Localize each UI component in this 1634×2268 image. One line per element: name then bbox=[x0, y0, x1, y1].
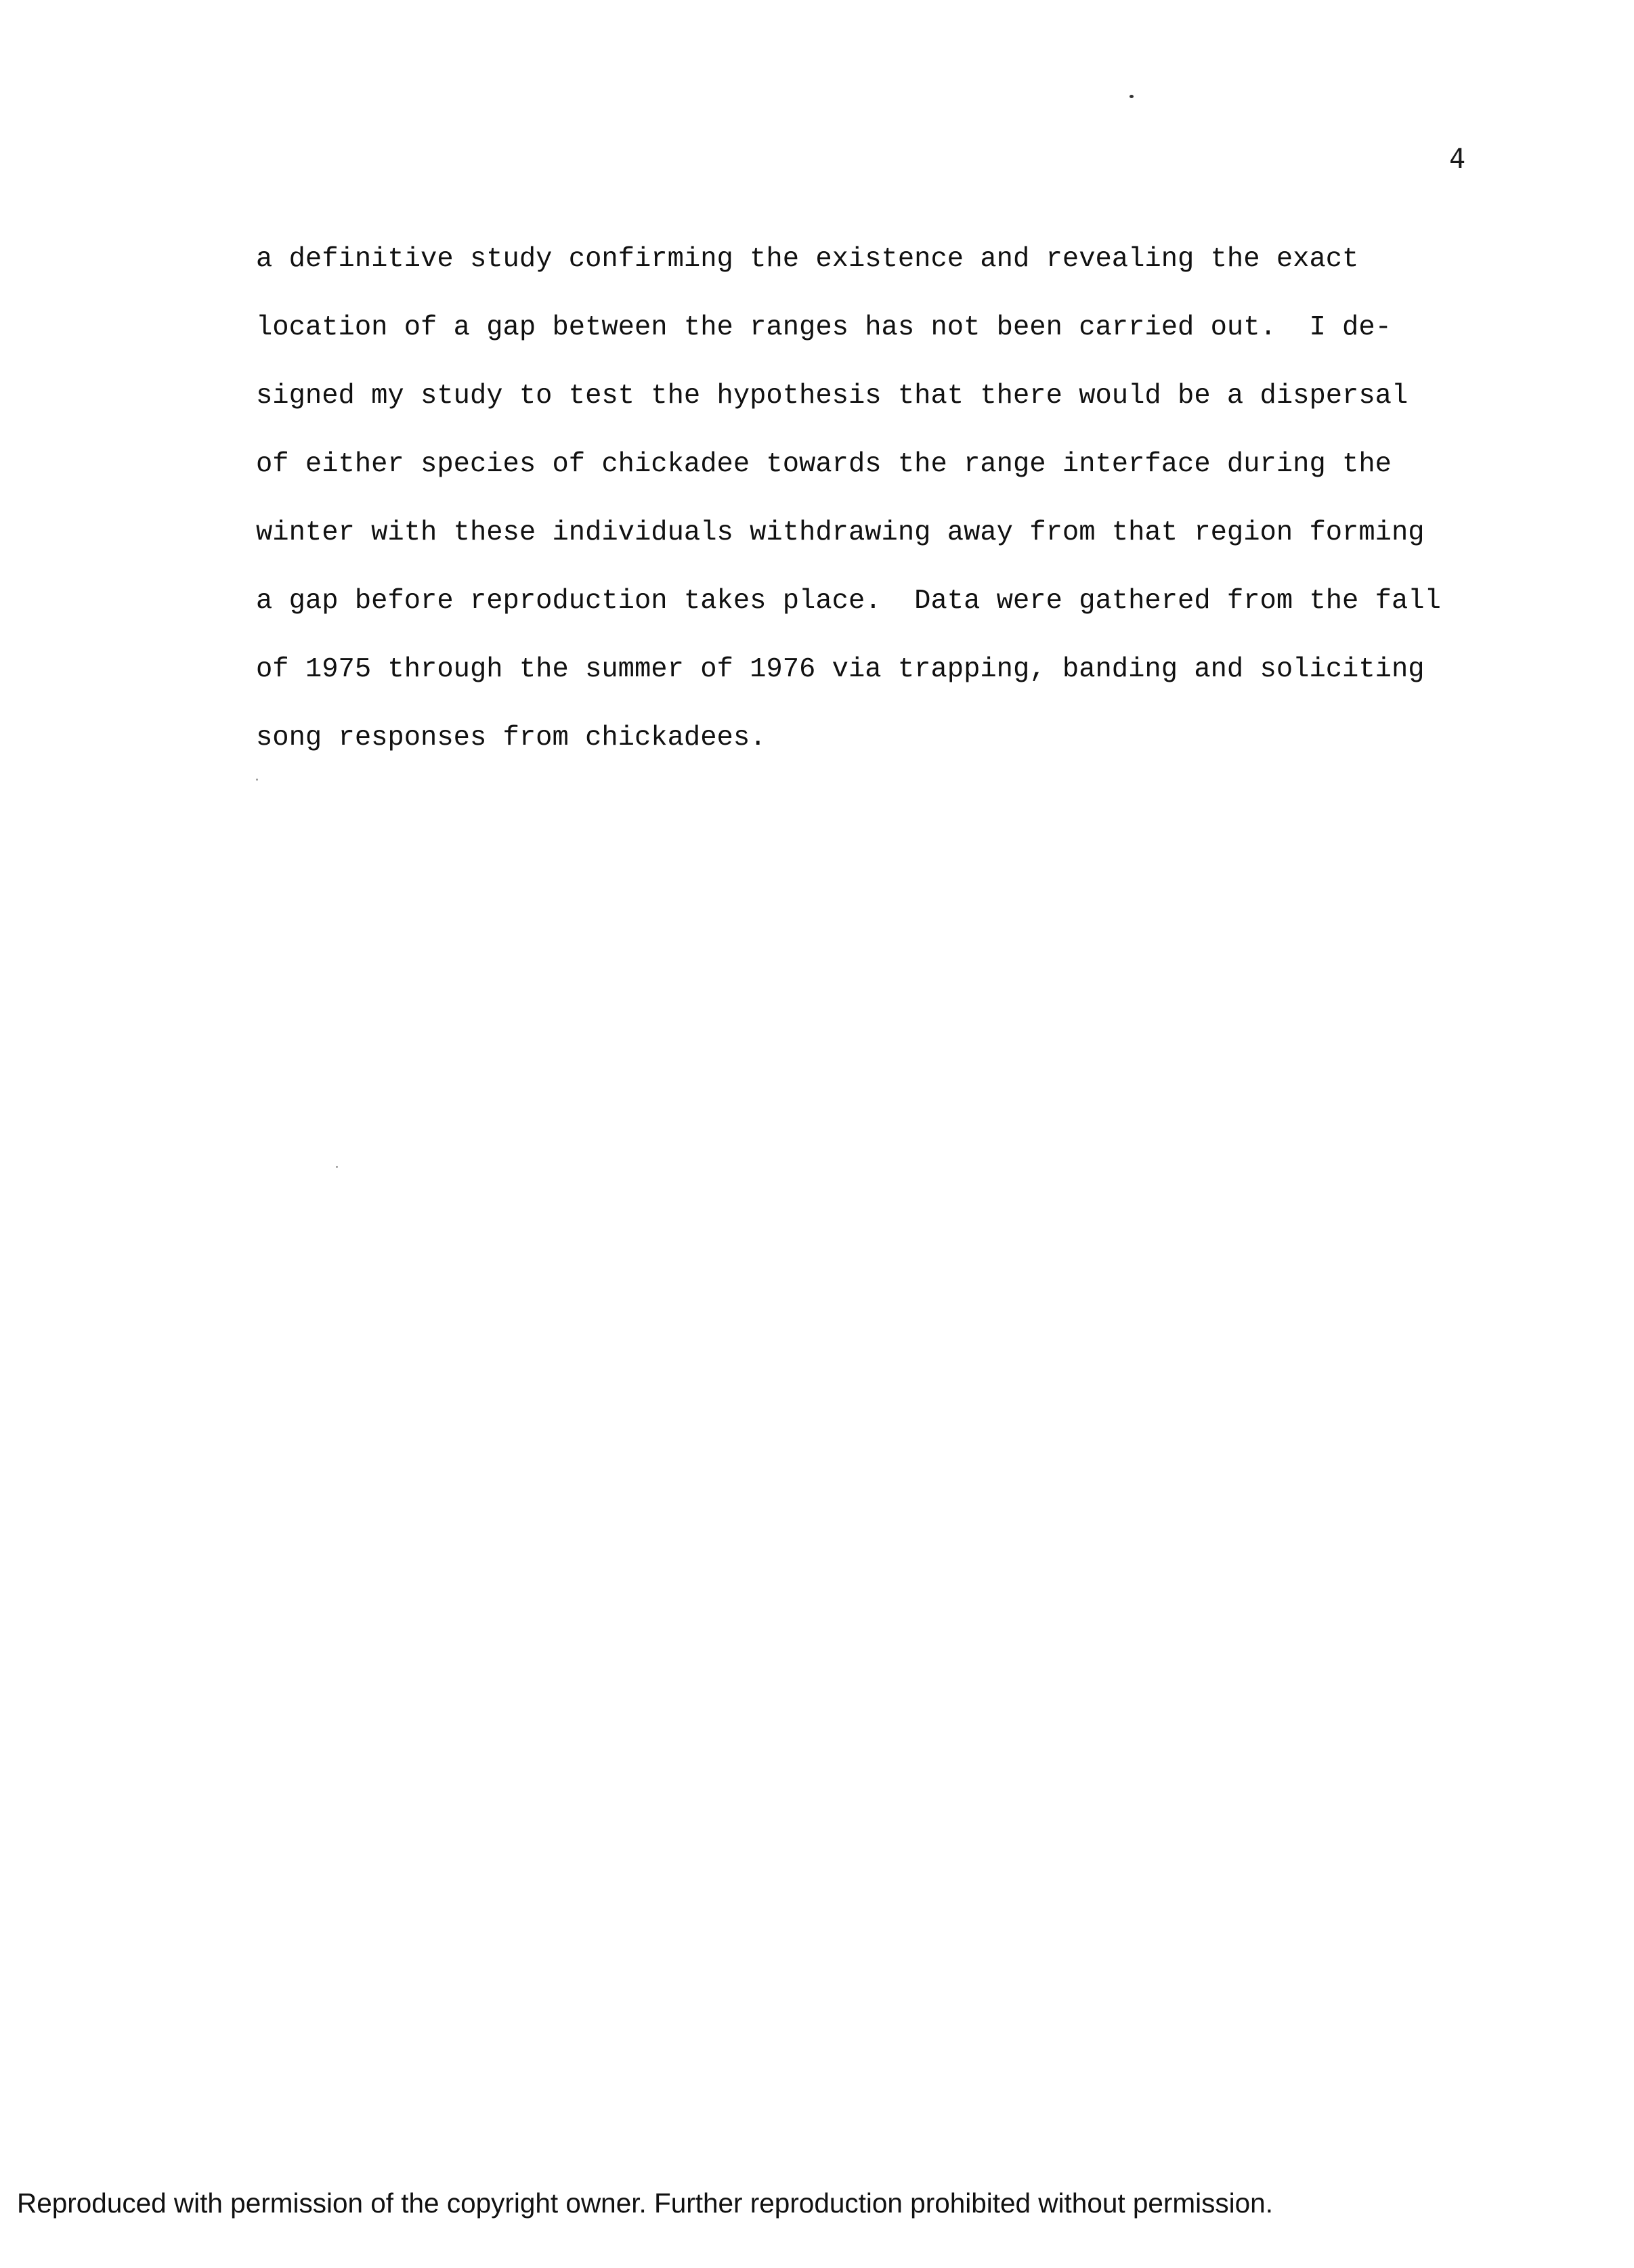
text-line: a gap before reproduction takes place. Data were gathered from the fall bbox=[256, 586, 1441, 617]
copyright-notice: Reproduced with permission of the copyright owner. Further reproduction prohibited without permission. bbox=[17, 2187, 1273, 2219]
text-line: song responses from chickadees. bbox=[256, 722, 767, 754]
scan-speck bbox=[336, 1166, 338, 1168]
text-line: of 1975 through the summer of 1976 via trapping, banding and soliciting bbox=[256, 654, 1425, 685]
page-number: 4 bbox=[1449, 144, 1466, 175]
body-paragraph bbox=[256, 236, 1475, 783]
text-line: location of a gap between the ranges has not been carried out. I de- bbox=[256, 312, 1392, 343]
text-line: winter with these individuals withdrawing away from that region forming bbox=[256, 517, 1425, 548]
text-line: signed my study to test the hypothesis that there would be a dispersal bbox=[256, 380, 1409, 412]
text-line: a definitive study confirming the existence and revealing the exact bbox=[256, 244, 1359, 275]
scan-speck bbox=[1130, 95, 1134, 98]
text-line: of either species of chickadee towards the range interface during the bbox=[256, 449, 1392, 480]
